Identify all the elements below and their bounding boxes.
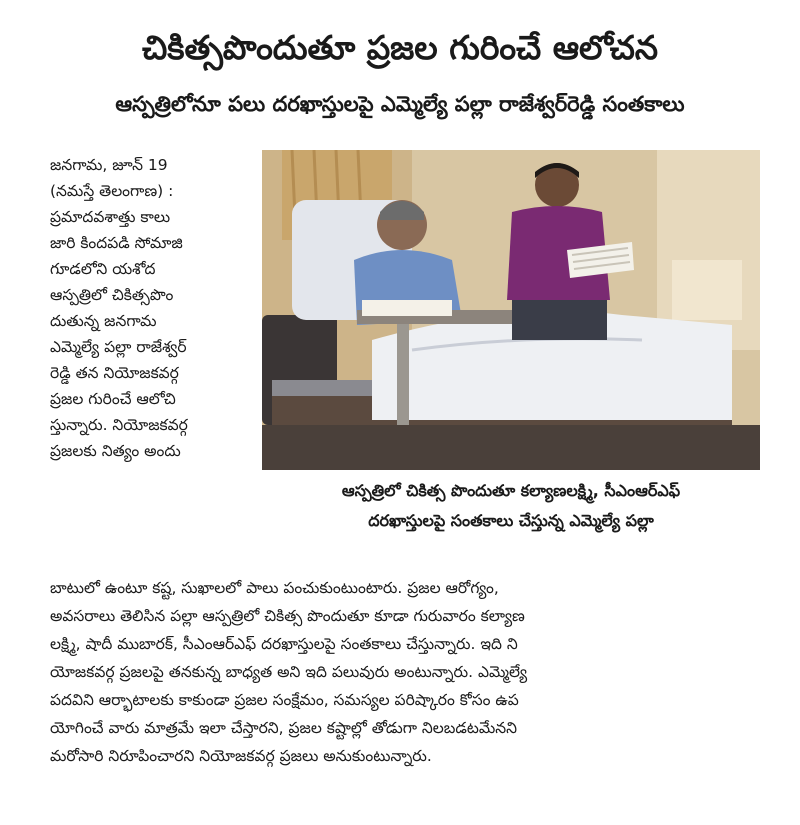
- news-photo: [262, 150, 760, 470]
- article-column-text: [50, 152, 270, 464]
- article-full-text: [50, 574, 775, 770]
- caption-line: దరఖాస్తులపై సంతకాలు చేస్తున్న ఎమ్మెల్యే పల్లా: [368, 511, 654, 530]
- column-line: ఆస్పత్రిలో చికిత్సపొం: [50, 286, 174, 304]
- column-line: ప్రమాదవశాత్తు కాలు: [50, 208, 171, 226]
- column-line: దుతున్న జనగామ: [50, 312, 157, 330]
- dateline-place-date: జనగామ, జూన్ 19: [50, 156, 168, 174]
- column-line: ప్రజలకు నిత్యం అందు: [50, 442, 181, 460]
- full-line: యోజకవర్గ ప్రజలపై తనకున్న బాధ్యత అని ఇది పలువురు అంటున్నారు. ఎమ్మెల్యే: [50, 663, 528, 681]
- subheadline: ఆస్పత్రిలోనూ పలు దరఖాస్తులపై ఎమ్మెల్యే పల్లా రాజేశ్వర్‌రెడ్డి సంతకాలు: [115, 92, 685, 116]
- column-line: ప్రజల గురించే ఆలోచి: [50, 390, 176, 408]
- headline: చికిత్సపొందుతూ ప్రజల గురించే ఆలోచన: [141, 28, 659, 67]
- full-line: పదవిని ఆర్భాటాలకు కాకుండా ప్రజల సంక్షేమం, సమస్యల పరిష్కారం కోసం ఉప: [50, 691, 519, 709]
- hospital-photo-illustration: [262, 150, 760, 470]
- full-line: యోగించే వారు మాత్రమే ఇలా చేస్తారని, ప్రజల కష్టాల్లో తోడుగా నిలబడటమేనని: [50, 719, 517, 737]
- column-line: స్తున్నారు. నియోజకవర్గ: [50, 416, 188, 434]
- photo-caption: [262, 476, 760, 536]
- column-line: గూడలోని యశోద: [50, 260, 156, 278]
- column-line: ఎమ్మెల్యే పల్లా రాజేశ్వర్: [50, 338, 187, 356]
- column-line: రెడ్డి తన నియోజకవర్గ: [50, 364, 179, 382]
- caption-line: ఆస్పత్రిలో చికిత్స పొందుతూ కల్యాణలక్ష్మి, సీఎంఆర్ఎఫ్: [341, 481, 681, 500]
- full-line: మరోసారి నిరూపించారని నియోజకవర్గ ప్రజలు అనుకుంటున్నారు.: [50, 747, 432, 765]
- column-line: జారి కిందపడి సోమాజి: [50, 234, 183, 252]
- full-line: బాటులో ఉంటూ కష్ట, సుఖాలలో పాలు పంచుకుంటుంటారు. ప్రజల ఆరోగ్యం,: [50, 579, 499, 597]
- full-line: అవసరాలు తెలిసిన పల్లా ఆస్పత్రిలో చికిత్స పొందుతూ కూడా గురువారం కల్యాణ: [50, 607, 525, 625]
- dateline-source: (నమస్తే తెలంగాణ) :: [50, 182, 174, 200]
- full-line: లక్ష్మి, షాదీ ముబారక్, సీఎంఆర్ఎఫ్ దరఖాస్తులపై సంతకాలు చేస్తున్నారు. ఇది ని: [50, 635, 518, 653]
